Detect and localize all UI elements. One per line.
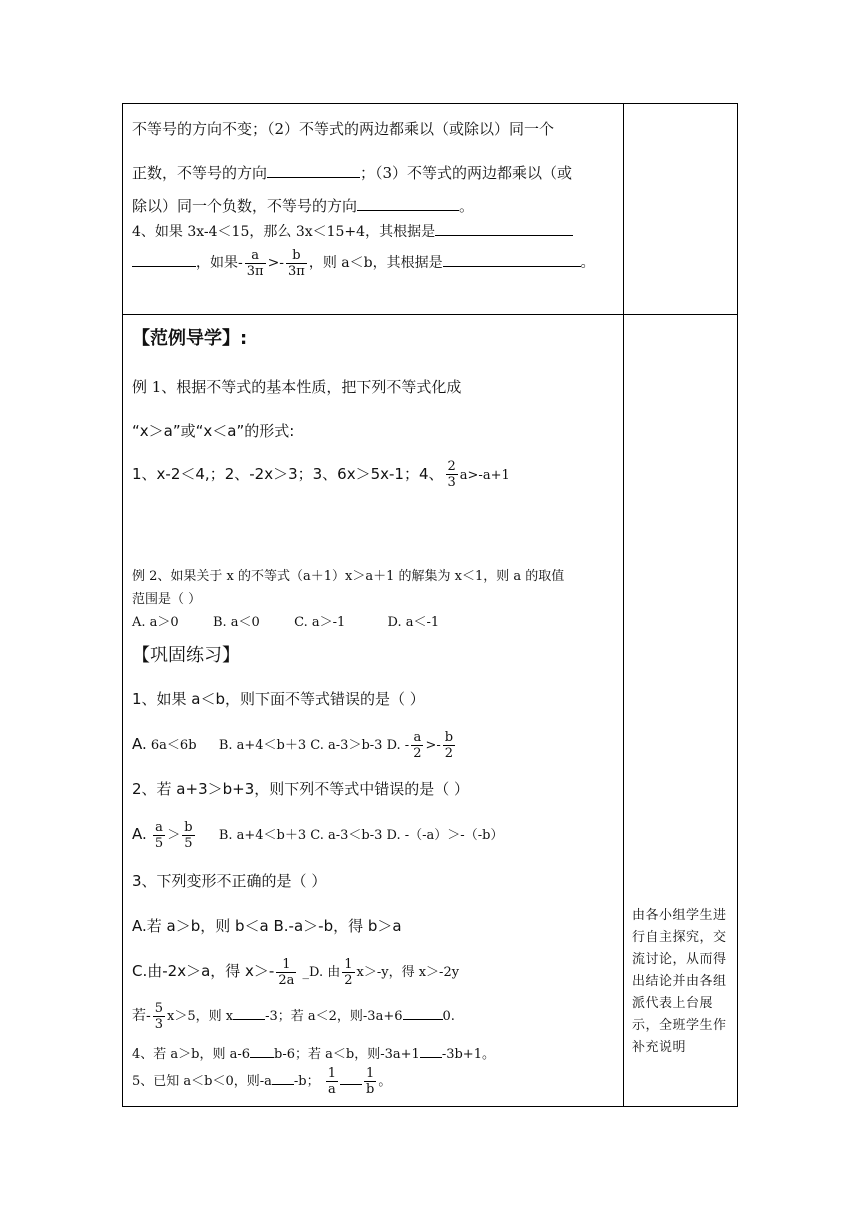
- section-heading-example: 【范例导学】:: [132, 328, 248, 349]
- fraction: [245, 248, 266, 279]
- blank-line[interactable]: [272, 1070, 294, 1085]
- blank-line[interactable]: [250, 1043, 274, 1058]
- table-border-bottom: [122, 1106, 738, 1107]
- fraction-den: 2: [413, 746, 422, 761]
- question2: 2、若 a+3＞b+3，则下列不等式中错误的是（ ）: [132, 780, 470, 798]
- example2-options: [132, 614, 439, 632]
- option-b: B. a+4＜b＋3: [218, 738, 307, 753]
- fraction-den: 3: [154, 1017, 164, 1032]
- blank-line[interactable]: [420, 1043, 442, 1058]
- row1-line2: [132, 163, 572, 182]
- fraction-den: 2a: [278, 973, 295, 988]
- question3-options-cd: [132, 951, 459, 993]
- example2-line1: 例 2、如果关于 x 的不等式（a＋1）x＞a＋1 的解集为 x＜1，则 a 的取值: [132, 569, 565, 584]
- option-d: _D. 由: [302, 965, 341, 980]
- fraction: [443, 730, 455, 761]
- fraction-den: 3π: [288, 263, 305, 279]
- option-c: C. a-3＞b-3: [310, 738, 383, 753]
- fraction-num: 1: [276, 957, 296, 973]
- fraction-num: 1: [344, 957, 353, 972]
- q5-text-c: -3b+1。: [441, 1047, 495, 1062]
- question3: 3、下列变形不正确的是（ ）: [132, 872, 327, 890]
- fraction: [153, 820, 165, 851]
- fraction: [182, 820, 194, 851]
- q5-text-b: b-6；若 a＜b，则-3a+1: [274, 1047, 420, 1062]
- fraction: [364, 1066, 376, 1097]
- fraction-den: 3: [447, 475, 456, 490]
- option-d-mid: >-: [425, 738, 441, 753]
- option-c: C.由-2x＞a，得 x＞-: [132, 962, 275, 980]
- fraction-num: 1: [364, 1066, 376, 1082]
- q6-end: 。: [378, 1074, 392, 1089]
- row1-line1: 不等号的方向不变；（2）不等式的两边都乘以（或除以）同一个: [132, 120, 555, 138]
- blank-line[interactable]: [132, 252, 196, 267]
- fraction-num: 2: [447, 459, 456, 474]
- fraction-den: a: [328, 1082, 336, 1097]
- row1-line3: [132, 196, 474, 215]
- fraction-den: 3π: [246, 263, 264, 279]
- fraction-num: a: [245, 248, 266, 264]
- option-d-text: x＞-y，得 x＞-2y: [356, 965, 460, 980]
- row1-line5-end: 。: [580, 255, 595, 271]
- fraction: [153, 1001, 165, 1032]
- q4-text-c: -3；若 a＜2，则-3a+6: [265, 1009, 403, 1024]
- blank-line[interactable]: [403, 1005, 443, 1020]
- q4-text-d: 0.: [442, 1009, 455, 1024]
- row1-line5: [132, 245, 595, 281]
- blank-line[interactable]: [443, 252, 581, 267]
- example2-line2: 范围是（ ）: [132, 592, 202, 607]
- fraction-den: b: [366, 1082, 375, 1097]
- blank-line[interactable]: [340, 1070, 362, 1085]
- fraction-num: 1: [327, 1066, 337, 1081]
- fraction-num: b: [286, 248, 307, 264]
- option-a: 6a＜6b: [150, 738, 197, 753]
- table-border-left: [122, 103, 123, 1107]
- fraction: [446, 459, 458, 490]
- row1-line2-text-b: ；（3）不等式的两边都乘以（或: [360, 164, 573, 182]
- blank-line[interactable]: [267, 163, 360, 178]
- table-border-top: [122, 103, 738, 104]
- q4-text-b: x＞5，则 x: [167, 1009, 234, 1024]
- row-divider: [122, 314, 738, 315]
- fraction-den: 5: [184, 836, 193, 851]
- fraction-num: a: [153, 820, 165, 836]
- example1-line2: “x＞a”或“x＜a”的形式:: [132, 422, 295, 440]
- question1-options: [132, 726, 457, 764]
- question1: 1、如果 a＜b，则下面不等式错误的是（ ）: [132, 690, 425, 708]
- row1-line5-mid: >-: [267, 255, 285, 271]
- q6-text-b: -b；: [293, 1074, 320, 1089]
- blank-line[interactable]: [233, 1005, 265, 1020]
- fraction-num: b: [184, 820, 193, 835]
- fraction: [326, 1066, 338, 1097]
- option-a-label: A.: [132, 825, 147, 843]
- example1-item4: a>-a+1: [459, 468, 510, 483]
- row1-line5-text: ，如果-: [196, 255, 243, 271]
- blank-line[interactable]: [435, 221, 573, 236]
- blank-line[interactable]: [357, 196, 459, 211]
- fraction-num: 5: [154, 1001, 164, 1016]
- question5: [132, 1043, 495, 1064]
- row1-line4: [132, 221, 573, 241]
- fraction-den: 2: [444, 746, 454, 761]
- q6-text: 5、已知 a＜b＜0，则-a: [132, 1074, 272, 1089]
- row1-line4-text: 4、如果 3x-4＜15，那么 3x＜15+4，其根据是: [132, 224, 436, 240]
- option-b: B. a＜0: [212, 615, 260, 630]
- fraction: [411, 730, 423, 761]
- side-note: 由各小组学生进行自主探究，交流讨论，从而得出结论并由各组派代表上台展示，全班学生作补充说明: [632, 908, 727, 1055]
- option-d: D. a＜-1: [387, 615, 440, 630]
- table-border-right: [737, 103, 738, 1107]
- row1-line2-text: 正数，不等号的方向: [132, 164, 268, 182]
- example1-line3: [132, 456, 510, 494]
- q5-text: 4、若 a＞b，则 a-6: [132, 1047, 251, 1062]
- option-a: A. a＞0: [132, 615, 179, 630]
- option-d: D. -: [386, 738, 410, 753]
- option-c: C. a＞-1: [294, 615, 346, 630]
- row1-line3-text: 除以）同一个负数，不等号的方向: [132, 197, 358, 215]
- fraction: [276, 957, 296, 988]
- fraction: [342, 957, 354, 988]
- row1-line3-end: 。: [459, 197, 475, 215]
- example1-line1: 例 1、根据不等式的基本性质，把下列不等式化成: [132, 378, 462, 396]
- row1-line5-text-b: ，则 a＜b，其根据是: [308, 255, 443, 271]
- column-divider: [623, 103, 624, 1107]
- question3-options-ab: A.若 a＞b，则 b＜a B.-a＞-b，得 b＞a: [132, 917, 402, 935]
- fraction-den: 2: [344, 973, 353, 988]
- fraction-num: a: [411, 730, 423, 746]
- fraction-num: b: [444, 730, 454, 745]
- fraction: [286, 248, 307, 279]
- example1-items: 1、x-2＜4,；2、-2x＞3；3、6x＞5x-1；4、: [132, 465, 444, 483]
- question6: [132, 1062, 391, 1102]
- section-heading-practice: 【巩固练习】: [132, 645, 240, 666]
- question4: [132, 996, 455, 1037]
- option-a-label: A.: [132, 735, 147, 753]
- options-bcd: B. a+4＜b＋3 C. a-3＜b-3 D. -（-a）＞-（-b）: [218, 828, 504, 843]
- q4-text: 若-: [132, 1008, 151, 1024]
- fraction-den: 5: [154, 836, 164, 851]
- question2-options: [132, 816, 503, 854]
- option-a-mid: ＞: [167, 828, 181, 843]
